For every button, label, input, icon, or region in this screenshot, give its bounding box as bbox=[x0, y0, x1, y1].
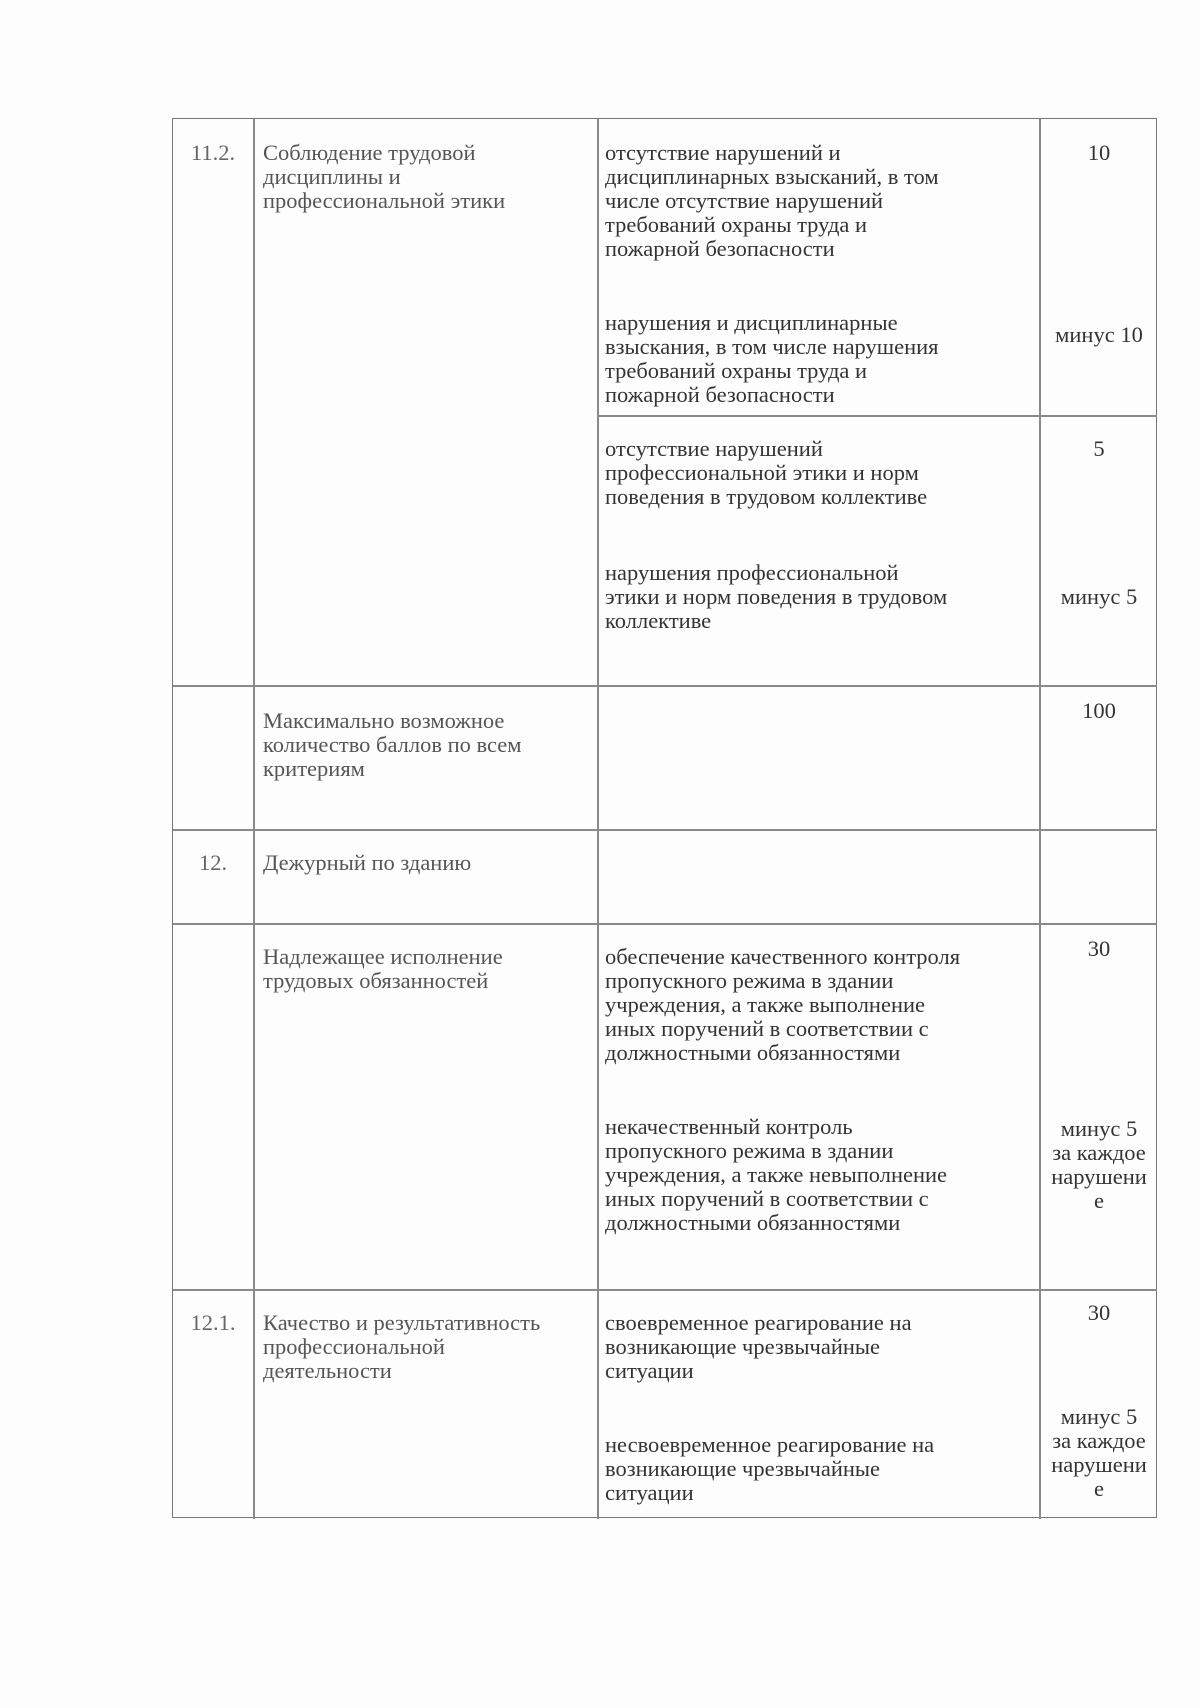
description-text: отсутствие нарушений профессиональной этики и норм поведения в трудовом коллективе bbox=[605, 436, 928, 509]
score-value: 10 bbox=[1087, 140, 1111, 165]
score-value: 30 bbox=[1087, 936, 1111, 961]
score-value: 30 bbox=[1087, 1300, 1111, 1325]
score-value: минус 5 за каждое нарушени е bbox=[1051, 1404, 1147, 1501]
criterion-text: Дежурный по зданию bbox=[263, 850, 472, 875]
score-value: 100 bbox=[1082, 698, 1116, 723]
criterion-text: Максимально возможное количество баллов по всем критериям bbox=[263, 708, 522, 781]
row-divider-1 bbox=[173, 685, 1157, 687]
description-text: отсутствие нарушений и дисциплинарных взысканий, в том числе отсутствие нарушений требований охраны труда и пожарной безопасности bbox=[605, 140, 939, 261]
row-divider-4 bbox=[173, 1289, 1157, 1291]
description-text: обеспечение качественного контроля пропускного режима в здании учреждения, а также выполнение иных поручений в соответствии с должностными обязанностями bbox=[605, 944, 961, 1065]
description-text: несвоевременное реагирование на возникающие чрезвычайные ситуации bbox=[605, 1432, 935, 1505]
row-number: 12.1. bbox=[190, 1310, 236, 1335]
score-value: 5 bbox=[1093, 436, 1105, 461]
description-text: некачественный контроль пропускного режима в здании учреждения, а также невыполнение иных поручений в соответствии с должностными обязанностями bbox=[605, 1114, 948, 1235]
row-number: 11.2. bbox=[190, 140, 236, 165]
criterion-text: Соблюдение трудовой дисциплины и профессиональной этики bbox=[263, 140, 506, 213]
score-value: минус 5 bbox=[1060, 584, 1138, 609]
description-text: нарушения профессиональной этики и норм поведения в трудовом коллективе bbox=[605, 560, 948, 633]
description-text: нарушения и дисциплинарные взыскания, в том числе нарушения требований охраны труда и пожарной безопасности bbox=[605, 310, 939, 407]
row-divider-2 bbox=[173, 829, 1157, 831]
column-divider-1 bbox=[253, 119, 255, 1519]
score-value: минус 5 за каждое нарушени е bbox=[1051, 1116, 1147, 1213]
inner-divider-1 bbox=[597, 415, 1157, 417]
criterion-text: Качество и результативность профессиональной деятельности bbox=[263, 1310, 541, 1383]
description-text: своевременное реагирование на возникающие чрезвычайные ситуации bbox=[605, 1310, 912, 1383]
score-value: минус 10 bbox=[1055, 322, 1143, 347]
criteria-table bbox=[172, 118, 1157, 1518]
row-divider-3 bbox=[173, 923, 1157, 925]
criterion-text: Надлежащее исполнение трудовых обязанностей bbox=[263, 944, 503, 993]
row-number: 12. bbox=[198, 850, 228, 875]
column-divider-2 bbox=[597, 119, 599, 1519]
